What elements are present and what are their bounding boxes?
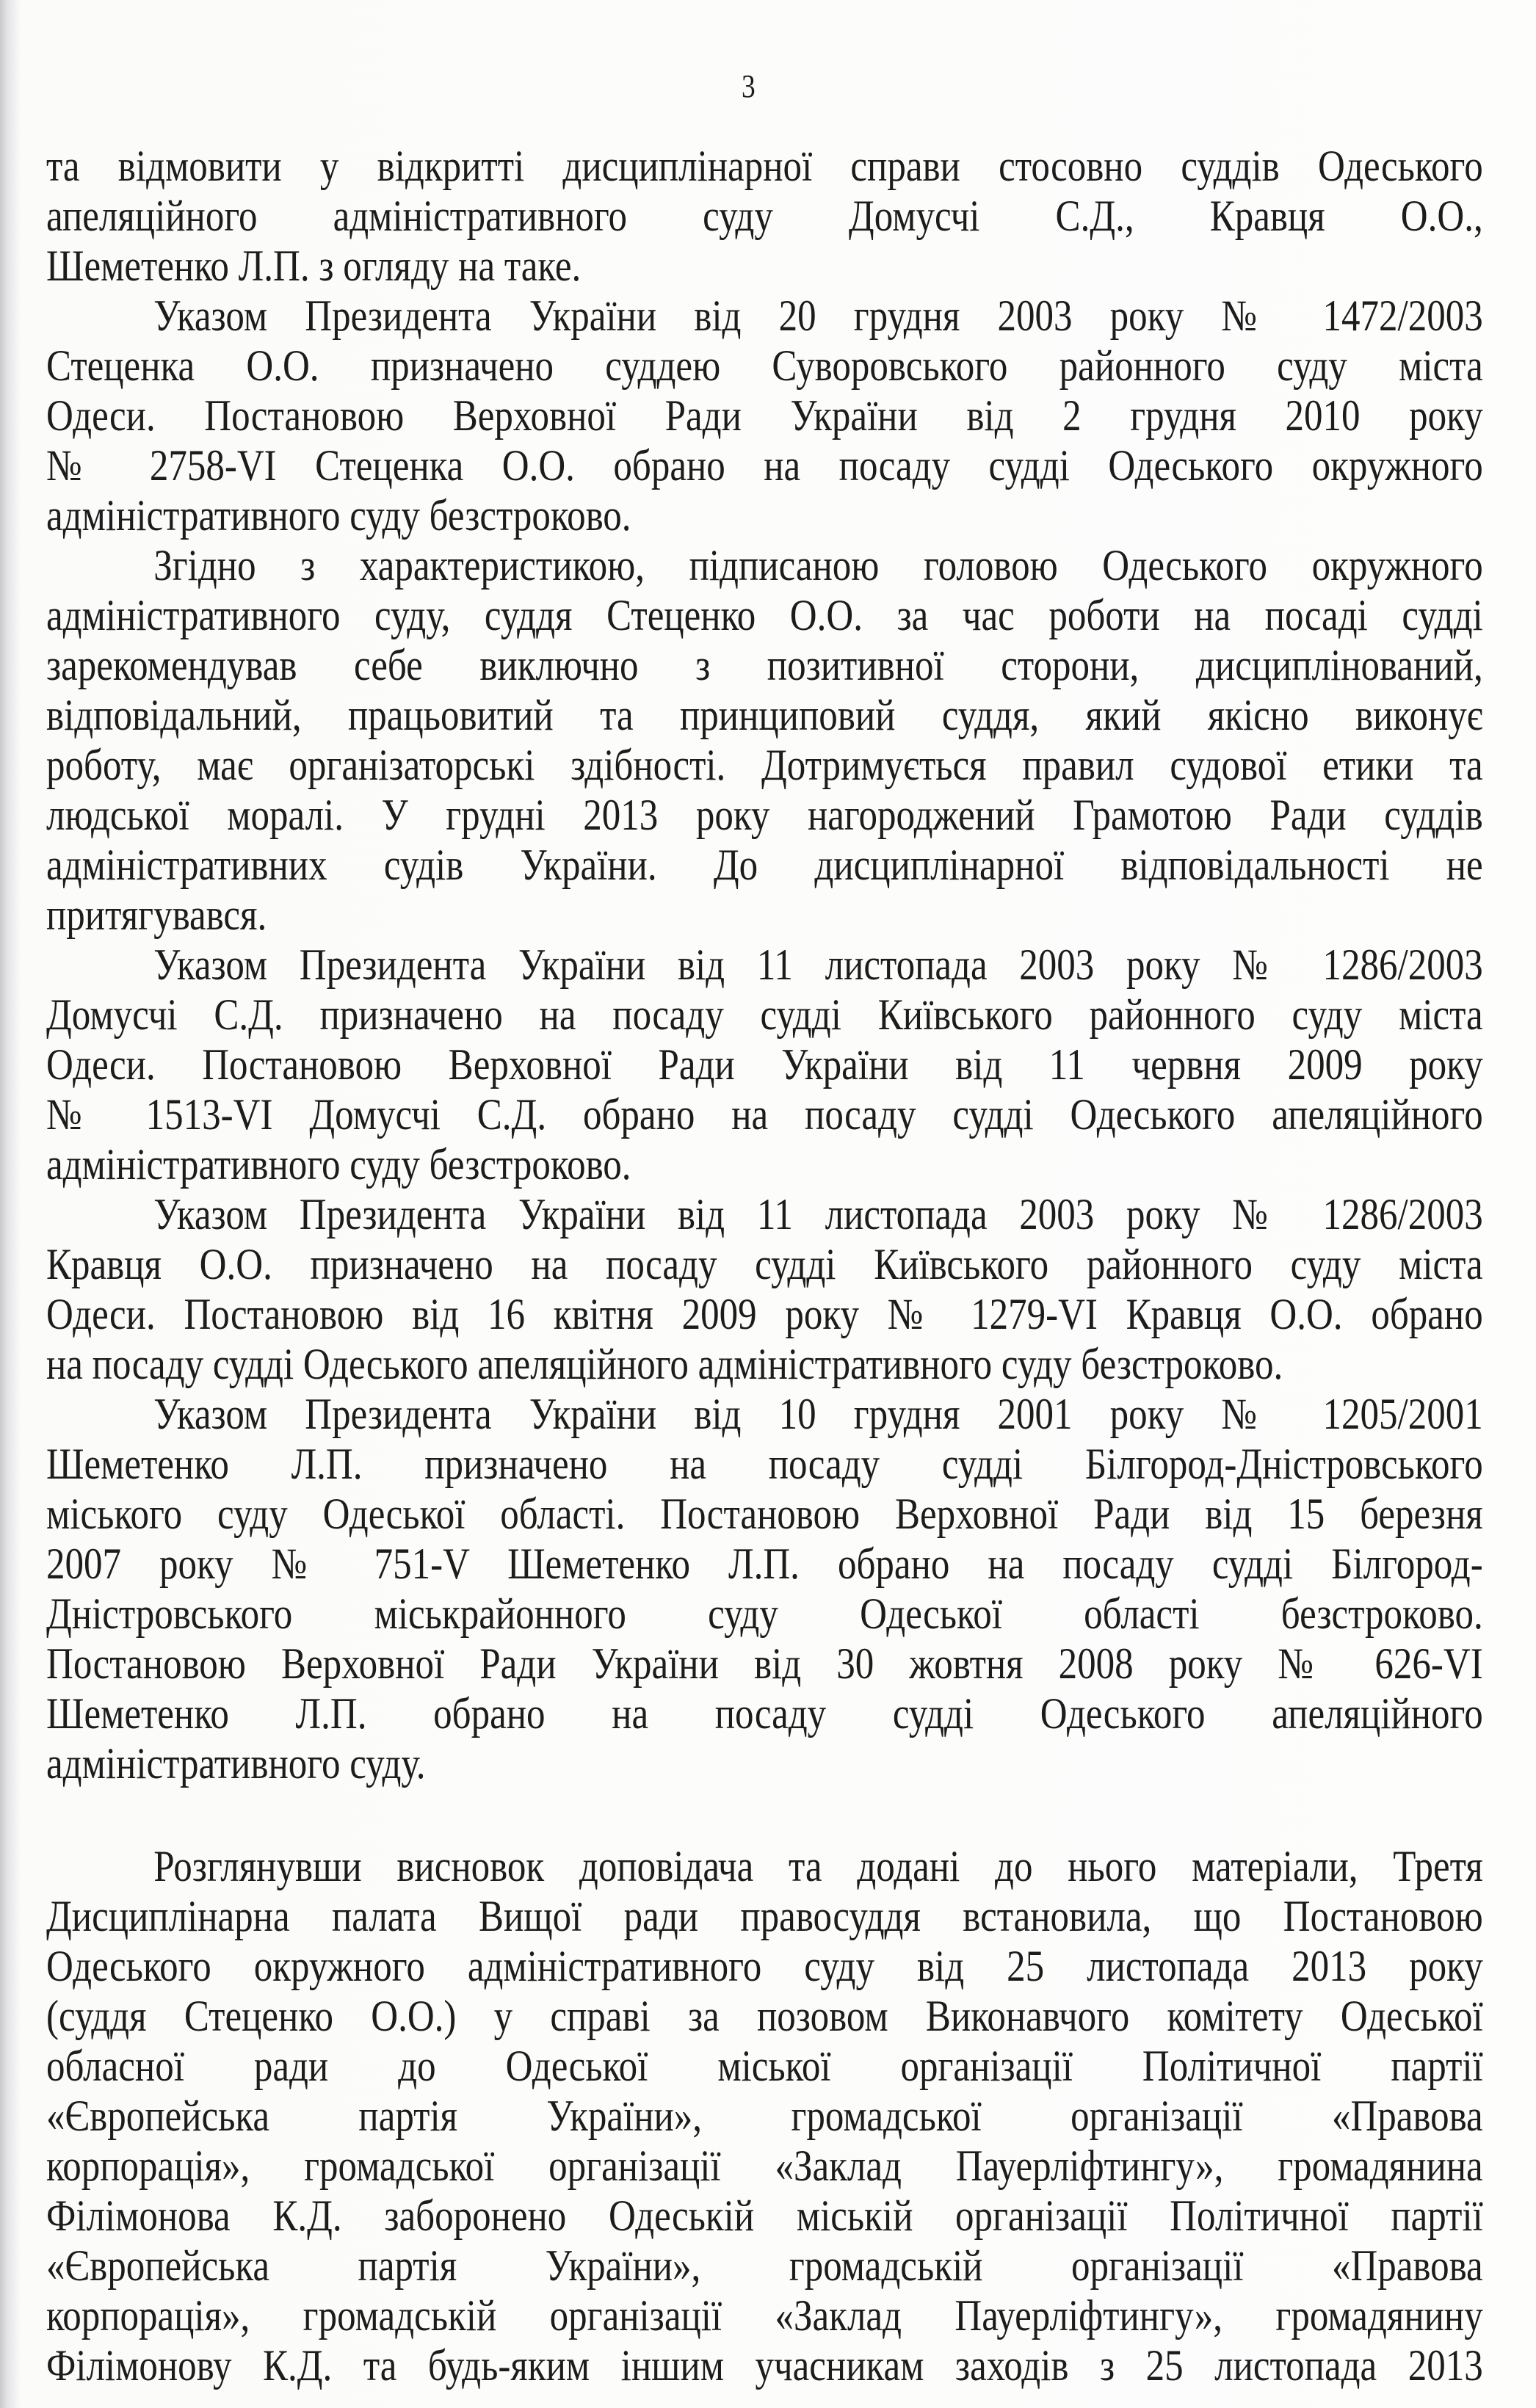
- text-line: «Європейська партія України», громадської організації «Правова: [46, 2092, 1483, 2140]
- text-line: Одеського окружного адміністративного суду від 25 листопада 2013 року: [46, 1942, 1483, 1990]
- text-line: відповідальний, працьовитий та принциповий суддя, який якісно виконує: [46, 691, 1483, 739]
- text-line: Шеметенко Л.П. призначено на посаду судді Білгород-Дністровського: [46, 1440, 1483, 1488]
- text-line: Постановою Верховної Ради України від 30 жовтня 2008 року № 626-VI: [46, 1639, 1483, 1688]
- text-line: Дисциплінарна палата Вищої ради правосуддя встановила, що Постановою: [46, 1892, 1483, 1940]
- paragraph: [46, 540, 1483, 940]
- text-line: Указом Президента України від 10 грудня 2001 року № 1205/2001: [153, 1390, 1483, 1438]
- text-line: Указом Президента України від 20 грудня 2003 року № 1472/2003: [153, 291, 1483, 340]
- text-line: Філімонова К.Д. заборонено Одеській міській організації Політичної партії: [46, 2191, 1483, 2240]
- paragraph: [46, 141, 1483, 291]
- text-line: апеляційного адміністративного суду Домусчі С.Д., Кравця О.О.,: [46, 192, 1483, 240]
- text-line: Філімонову К.Д. та будь-яким іншим учасникам заходів з 25 листопада 2013: [46, 2341, 1483, 2390]
- text-line: Стеценка О.О. призначено суддею Суворовського районного суду міста: [46, 341, 1483, 390]
- paragraph: [46, 1841, 1483, 2390]
- text-line: Згідно з характеристикою, підписаною головою Одеського окружного: [153, 541, 1483, 590]
- paragraph: [46, 940, 1483, 1189]
- text-line: Розглянувши висновок доповідача та додані до нього матеріали, Третя: [153, 1842, 1483, 1890]
- paragraph: [46, 291, 1483, 540]
- text-line: корпорація», громадській організації «Заклад Пауерліфтингу», громадянину: [46, 2291, 1483, 2340]
- text-line: 2007 року № 751-V Шеметенко Л.П. обрано на посаду судді Білгород-: [46, 1540, 1483, 1588]
- text-line: адміністративного суду, суддя Стеценко О.О. за час роботи на посаді судді: [46, 591, 1483, 639]
- text-line: та відмовити у відкритті дисциплінарної справи стосовно суддів Одеського: [46, 142, 1483, 190]
- text-line: Одеси. Постановою Верховної Ради України від 2 грудня 2010 року: [46, 391, 1483, 440]
- text-line: Одеси. Постановою від 16 квітня 2009 року № 1279-VI Кравця О.О. обрано: [46, 1290, 1483, 1338]
- text-line: Шеметенко Л.П. обрано на посаду судді Одеського апеляційного: [46, 1689, 1483, 1738]
- text-line: (суддя Стеценко О.О.) у справі за позовом Виконавчого комітету Одеської: [46, 1992, 1483, 2040]
- paragraph: [46, 1189, 1483, 1389]
- text-line: Дністровського міськрайонного суду Одеської області безстроково.: [46, 1589, 1483, 1638]
- text-line: Указом Президента України від 11 листопада 2003 року № 1286/2003: [153, 940, 1483, 989]
- text-line: зарекомендував себе виключно з позитивної сторони, дисциплінований,: [46, 641, 1483, 689]
- text-line: № 2758-VI Стеценка О.О. обрано на посаду судді Одеського окружного: [46, 441, 1483, 490]
- text-line: «Європейська партія України», громадській організації «Правова: [46, 2241, 1483, 2290]
- text-line: притягувався.: [46, 891, 267, 939]
- text-line: на посаду судді Одеського апеляційного адміністративного суду безстроково.: [46, 1340, 1283, 1388]
- page-number: 3: [742, 68, 756, 104]
- text-line: Кравця О.О. призначено на посаду судді Київського районного суду міста: [46, 1240, 1483, 1288]
- text-line: Домусчі С.Д. призначено на посаду судді Київського районного суду міста: [46, 990, 1483, 1039]
- text-line: роботу, має організаторські здібності. Дотримується правил судової етики та: [46, 741, 1483, 789]
- paragraph: [46, 1389, 1483, 1788]
- text-line: адміністративного суду безстроково.: [46, 491, 631, 540]
- document-body: [46, 141, 1483, 2390]
- text-line: адміністративного суду.: [46, 1739, 426, 1788]
- text-line: міського суду Одеської області. Постановою Верховної Ради від 15 березня: [46, 1490, 1483, 1538]
- text-line: № 1513-VI Домусчі С.Д. обрано на посаду судді Одеського апеляційного: [46, 1090, 1483, 1139]
- text-line: адміністративного суду безстроково.: [46, 1140, 631, 1189]
- text-line: Шеметенко Л.П. з огляду на таке.: [46, 242, 582, 290]
- text-line: корпорація», громадської організації «Заклад Пауерліфтингу», громадянина: [46, 2142, 1483, 2190]
- text-line: людської моралі. У грудні 2013 року нагороджений Грамотою Ради суддів: [46, 791, 1483, 839]
- text-line: адміністративних судів України. До дисциплінарної відповідальності не: [46, 841, 1483, 889]
- text-line: Указом Президента України від 11 листопада 2003 року № 1286/2003: [153, 1190, 1483, 1239]
- text-line: Одеси. Постановою Верховної Ради України від 11 червня 2009 року: [46, 1040, 1483, 1089]
- text-line: обласної ради до Одеської міської організації Політичної партії: [46, 2042, 1483, 2090]
